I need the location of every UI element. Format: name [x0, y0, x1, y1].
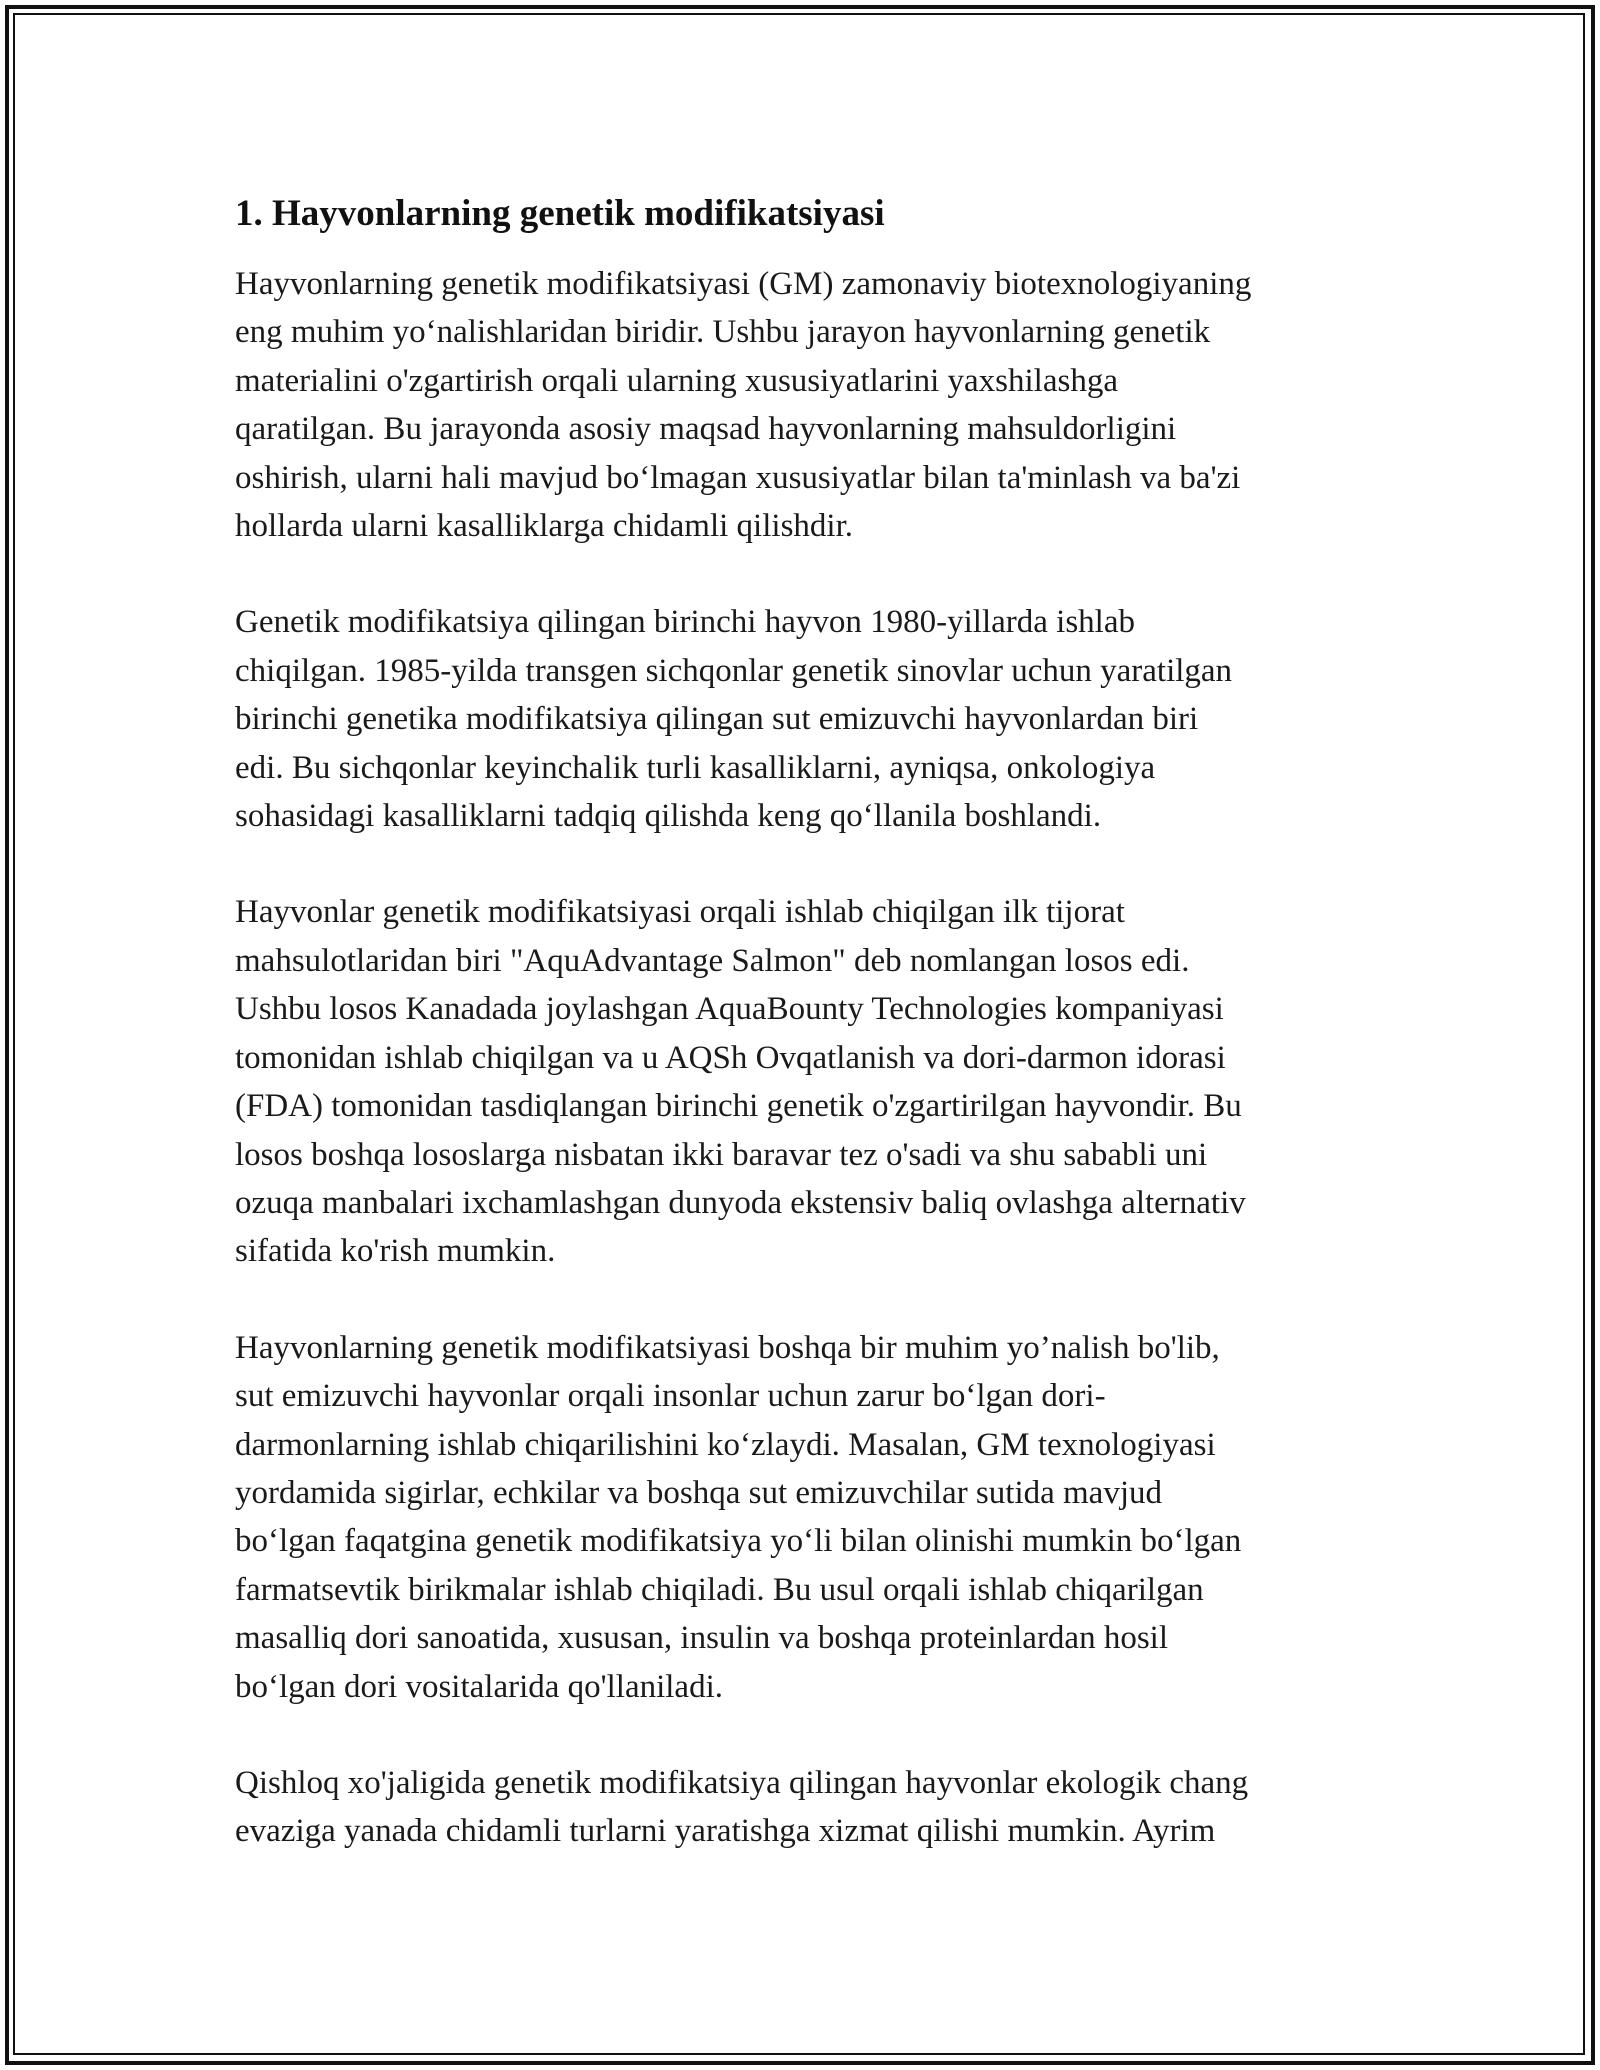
text-line: masalliq dori sanoatida, xususan, insulin va boshqa proteinlardan hosil: [235, 1620, 1169, 1657]
text-line: Hayvonlarning genetik modifikatsiyasi boshqa bir muhim yo’nalish bo'lib,: [235, 1329, 1220, 1366]
text-line: yordamida sigirlar, echkilar va boshqa sut emizuvchilar sutida mavjud: [235, 1474, 1162, 1511]
text-line: materialini o'zgartirish orqali ularning xususiyatlarini yaxshilashga: [235, 362, 1118, 399]
text-line: oshirish, ularni hali mavjud bo‘lmagan xususiyatlar bilan ta'minlash va ba'zi: [235, 459, 1241, 496]
text-line: Hayvonlar genetik modifikatsiyasi orqali ishlab chiqilgan ilk tijorat: [235, 894, 1125, 931]
text-line: hollarda ularni kasalliklarga chidamli qilishdir.: [235, 508, 853, 545]
paragraph-5: [235, 1759, 1375, 1856]
text-line: Genetik modifikatsiya qilingan birinchi hayvon 1980-yillarda ishlab: [235, 604, 1135, 641]
text-line: ozuqa manbalari ixchamlashgan dunyoda ekstensiv baliq ovlashga alternativ: [235, 1184, 1246, 1221]
text-line: (FDA) tomonidan tasdiqlangan birinchi genetik o'zgartirilgan hayvondir. Bu: [235, 1088, 1242, 1125]
section-heading: 1. Hayvonlarning genetik modifikatsiyasi: [235, 193, 885, 234]
text-line: chiqilgan. 1985-yilda transgen sichqonlar genetik sinovlar uchun yaratilgan: [235, 652, 1233, 689]
text-line: edi. Bu sichqonlar keyinchalik turli kasalliklarni, ayniqsa, onkologiya: [235, 749, 1156, 786]
text-line: tomonidan ishlab chiqilgan va u AQSh Ovqatlanish va dori-darmon idorasi: [235, 1039, 1226, 1076]
paragraph-3: [235, 888, 1375, 1275]
text-line: Qishloq xo'jaligida genetik modifikatsiya qilingan hayvonlar ekologik chang: [235, 1764, 1249, 1801]
text-line: sut emizuvchi hayvonlar orqali insonlar uchun zarur bo‘lgan dori-: [235, 1378, 1106, 1415]
text-line: evaziga yanada chidamli turlarni yaratishga xizmat qilishi mumkin. Ayrim: [235, 1813, 1216, 1850]
paragraph-2: [235, 598, 1375, 840]
text-line: darmonlarning ishlab chiqarilishini ko‘zlaydi. Masalan, GM texnologiyasi: [235, 1426, 1216, 1463]
text-line: losos boshqa lososlarga nisbatan ikki baravar tez o'sadi va shu sababli uni: [235, 1136, 1208, 1173]
document-body: [235, 188, 1375, 1904]
paragraph-4: [235, 1324, 1375, 1711]
text-line: eng muhim yo‘nalishlaridan biridir. Ushbu jarayon hayvonlarning genetik: [235, 314, 1211, 351]
text-line: farmatsevtik birikmalar ishlab chiqiladi. Bu usul orqali ishlab chiqarilgan: [235, 1571, 1204, 1608]
text-line: birinchi genetika modifikatsiya qilingan sut emizuvchi hayvonlardan biri: [235, 701, 1199, 738]
text-line: mahsulotlaridan biri "AquAdvantage Salmon" deb nomlangan losos edi.: [235, 942, 1190, 979]
text-line: Ushbu losos Kanadada joylashgan AquaBounty Technologies kompaniyasi: [235, 991, 1224, 1028]
text-line: Hayvonlarning genetik modifikatsiyasi (GM) zamonaviy biotexnologiyaning: [235, 266, 1252, 302]
text-line: sifatida ko'rish mumkin.: [235, 1233, 556, 1270]
text-line: bo‘lgan dori vositalarida qo'llaniladi.: [235, 1668, 723, 1705]
text-line: bo‘lgan faqatgina genetik modifikatsiya yo‘li bilan olinishi mumkin bo‘lgan: [235, 1523, 1242, 1560]
text-line: sohasidagi kasalliklarni tadqiq qilishda keng qo‘llanila boshlandi.: [235, 798, 1102, 835]
text-line: qaratilgan. Bu jarayonda asosiy maqsad hayvonlarning mahsuldorligini: [235, 411, 1177, 448]
paragraph-1: [235, 260, 1375, 550]
